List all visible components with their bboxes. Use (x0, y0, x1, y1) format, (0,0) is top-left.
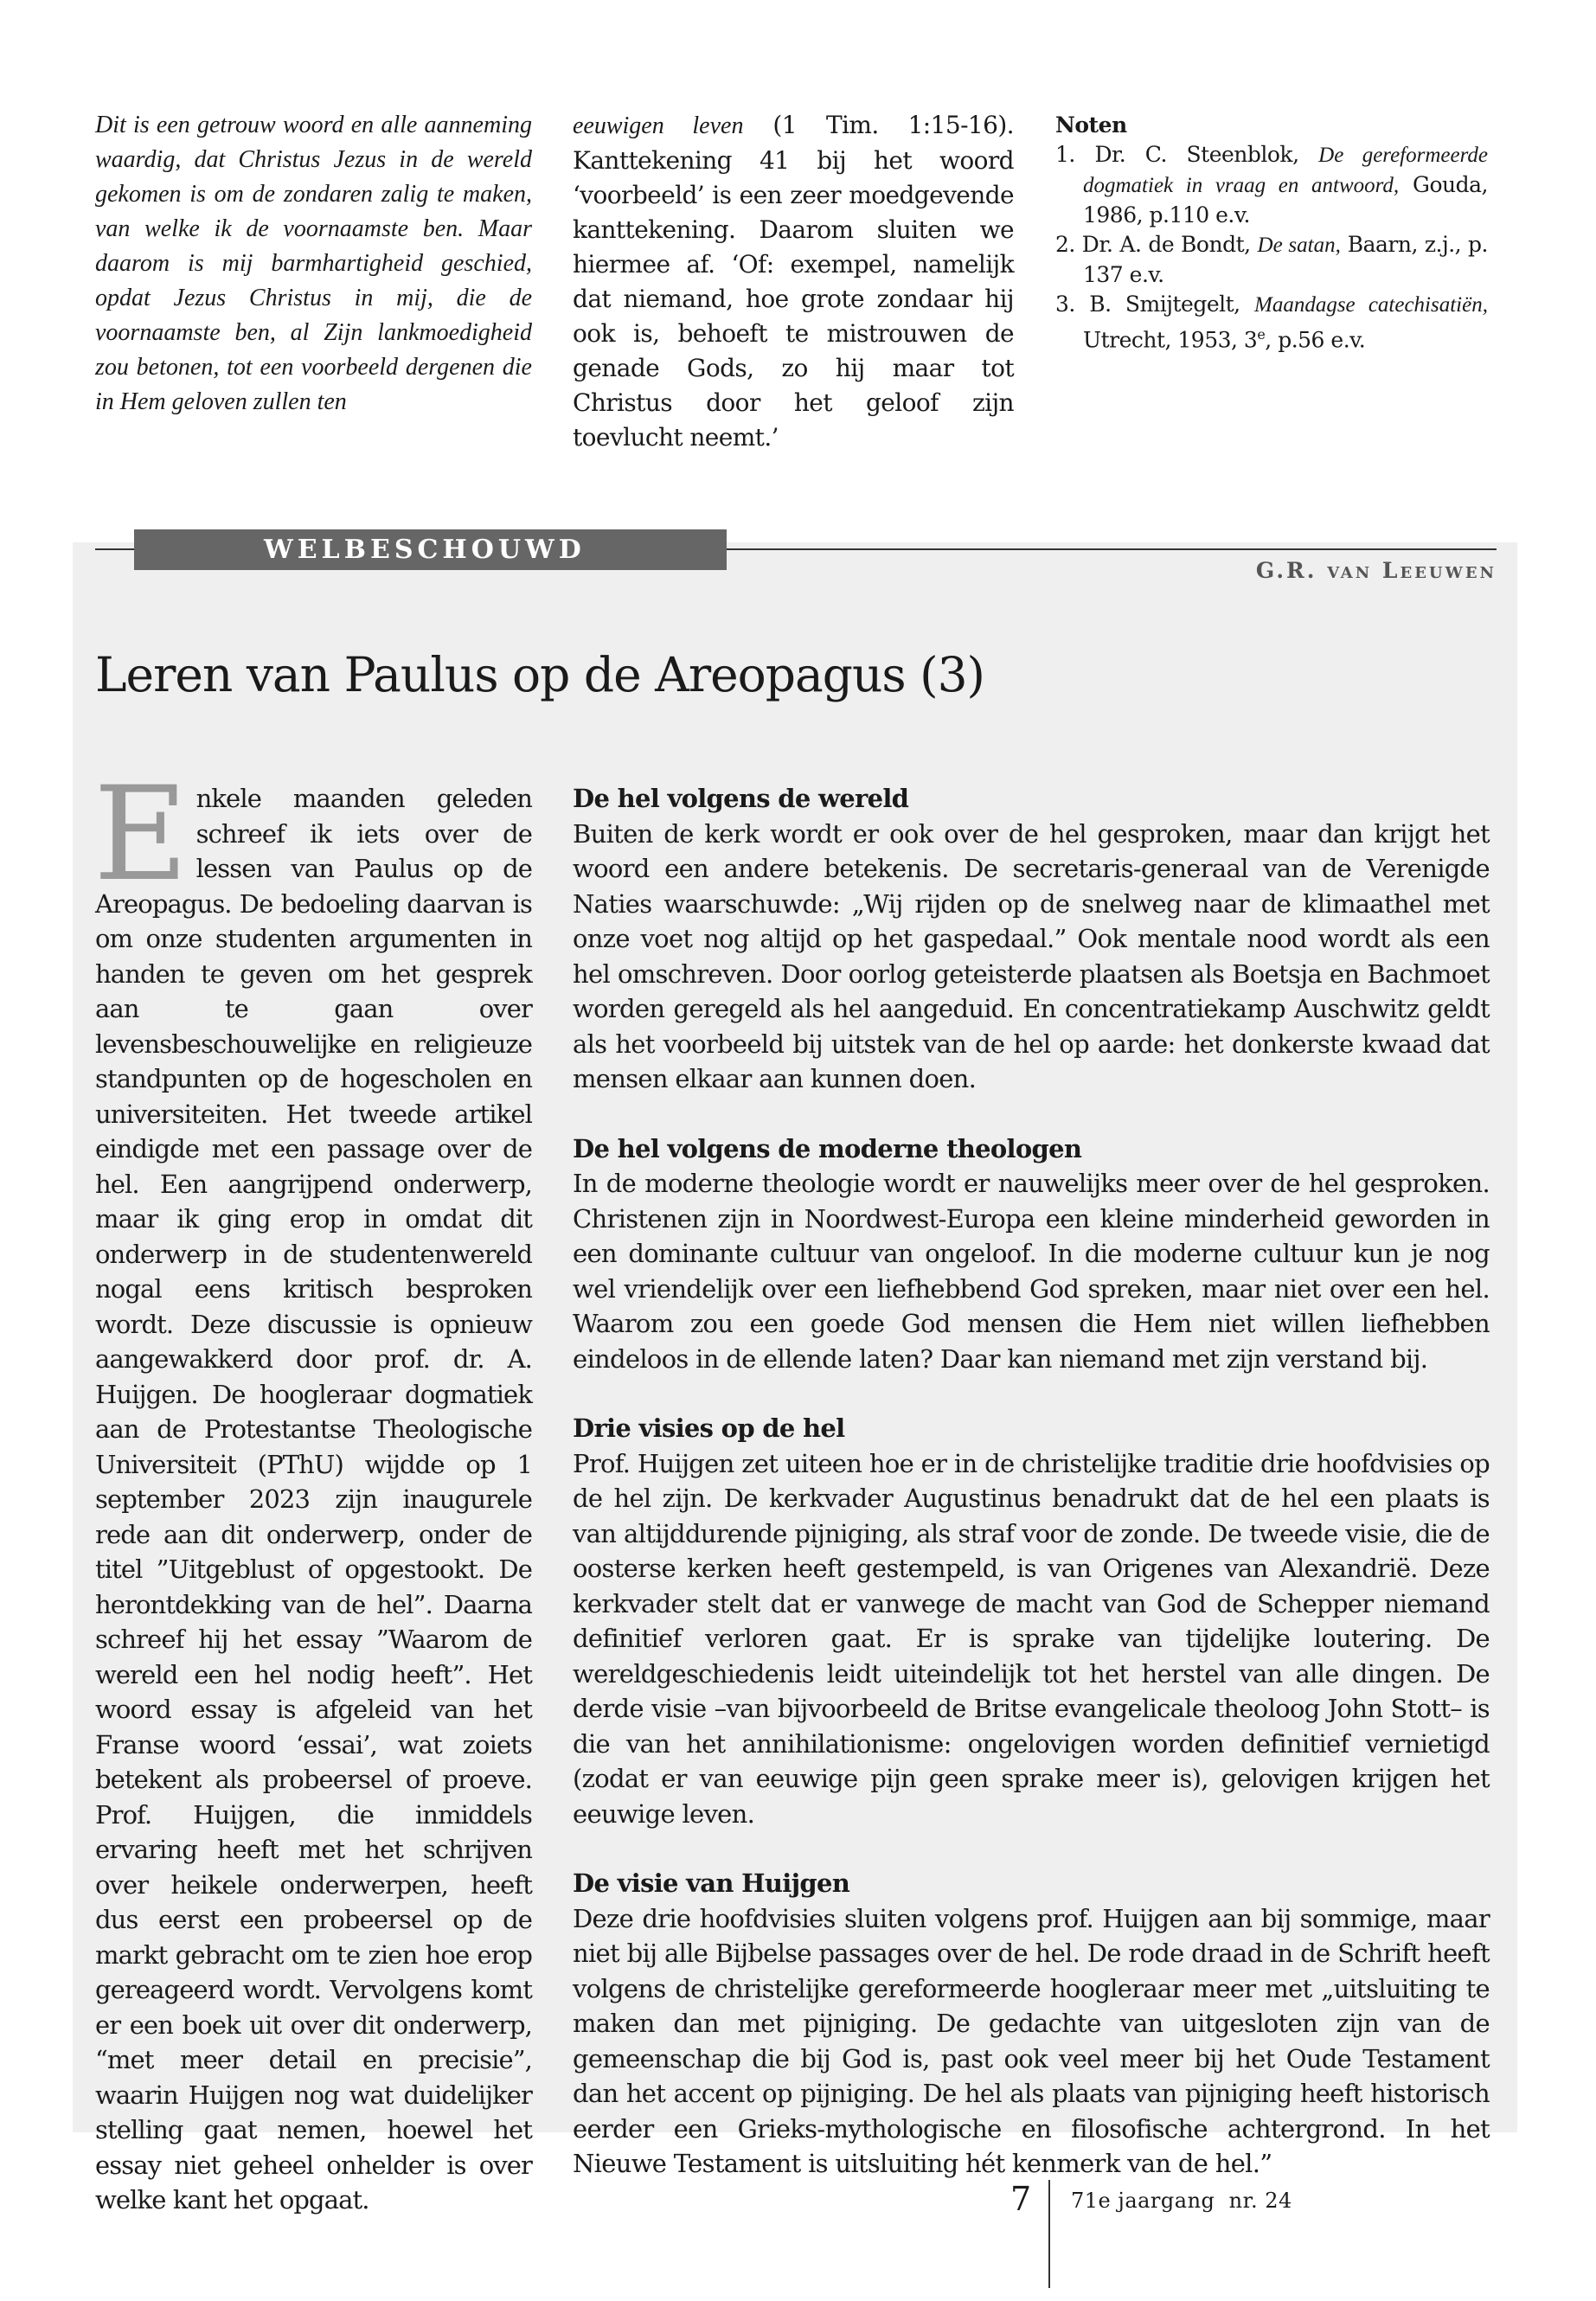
top-quote-text: (1 Tim. 1:15-16). Kanttekening 41 bij het woord ‘voorbeeld’ is een zeer moedgevende kanttekening. Daarom sluiten we hiermee af. ‘Of: exempel, namelijk dat niemand, hoe grote zondaar hij ook is, behoeft te mistrouwen de genade Gods, zo hij maar tot Christus door het geloof zijn toevlucht neemt.’ (573, 111, 1014, 452)
section-text: Prof. Huijgen zet uiteen hoe er in de christelijke traditie drie hoofdvisies op de hel zijn. De kerkvader Augustinus benadrukt dat de hel een plaats is van altijddurende pijniging, als straf voor de zonde. De tweede visie, die de oosterse kerken heeft gestempeld, is van Origenes van Alexandrië. Deze kerkvader stelt dat er vanwege de macht van God de Schepper niemand definitief verloren gaat. Er is sprake van tijdelijke loutering. De wereldgeschiedenis leidt uiteindelijk tot het herstel van alle dingen. De derde visie –van bijvoorbeeld de Britse evangelicale theoloog John Stott– is die van het annihilationisme: ongelovigen worden definitief vernietigd (zodat er van eeuwige pijn geen sprake meer is), gelovigen krijgen het eeuwige leven. (573, 1448, 1490, 1829)
page-number: 7 (1010, 2180, 1032, 2218)
section-huijgen-vision (573, 1866, 1490, 2182)
section-heading: De hel volgens de wereld (573, 784, 909, 813)
intro-text: nkele maanden geleden schreef ik iets over de lessen van Paulus op de Areopagus. De bedoeling daarvan is om onze studenten argumenten in handen te geven om het gesprek aan te gaan over levensbeschouwelijke en religieuze standpunten op de hogescholen en universiteiten. Het tweede artikel eindigde met een passage over de hel. Een aangrijpend onderwerp, maar ik ging erop in omdat dit onderwerp in de studentenwereld nogal eens kritisch besproken wordt. Deze discussie is opnieuw aangewakkerd door prof. dr. A. Huijgen. De hoogleraar dogmatiek aan de Protestantse Theologische Universiteit (PThU) wijdde op 1 september 2023 zijn inaugurele rede aan dit onderwerp, onder de titel ”Uitgeblust of opgestookt. De herontdekking van de hel”. Daarna schreef hij het essay ”Waarom de wereld een hel nodig heeft”. Het woord essay is afgeleid van het Franse woord ‘essai’, wat zoiets betekent als probeersel of proeve. Prof. Huijgen, die inmiddels ervaring heeft met het schrijven over heikele onderwerpen, heeft dus eerst een probeersel op de markt gebracht om te zien hoe erop gereageerd wordt. Vervolgens komt er een boek uit over dit onderwerp, “met meer detail en precisie”, waarin Huijgen nog wat duidelijker stelling gaat nemen, hoewel het essay niet geheel onhelder is over welke kant het opgaat. (95, 784, 532, 2214)
section-modern-theologians (573, 1131, 1490, 1377)
note-3 (1055, 290, 1488, 355)
note-2 (1055, 230, 1488, 290)
note-3-sup: e (1257, 326, 1266, 343)
notes-title: Noten (1055, 112, 1127, 138)
top-quote: Dit is een getrouw woord en alle aanneming waardig, dat Christus Jezus in de wereld gekomen is om de zondaren zalig te maken, van welke ik de voornaamste ben. Maar daarom is mij barmhartigheid geschied, opdat Jezus Christus in mij, die de voornaamste ben, al Zijn lankmoedigheid zou betonen, tot een voorbeeld dergenen die in Hem geloven zullen ten (95, 112, 532, 415)
note-3-pre: 3. B. Smijtegelt, (1055, 292, 1254, 317)
article-title: Leren van Paulus op de Areopagus (3) (95, 647, 985, 702)
note-2-pre: 2. Dr. A. de Bondt, (1055, 232, 1258, 257)
note-2-title: De satan, (1257, 234, 1341, 257)
section-heading: Drie visies op de hel (573, 1413, 845, 1443)
note-2-post: Baarn, z.j., p. 137 e.v. (1083, 232, 1489, 287)
section-world (573, 781, 1490, 1097)
header-rule-right (727, 548, 1497, 550)
article-intro (93, 760, 532, 2218)
notes (1055, 111, 1488, 355)
note-1-post: Gouda, 1986, p.110 e.v. (1083, 172, 1488, 228)
drop-cap: E (93, 760, 188, 910)
top-quote-italic: eeuwigen leven (573, 112, 744, 139)
top-quote-continuation (573, 108, 1014, 455)
note-3-post2: , p.56 e.v. (1265, 327, 1366, 353)
section-text: Deze drie hoofdvisies sluiten volgens prof. Huijgen aan bij sommige, maar niet bij alle Bijbelse passages over de hel. De rode draad in de Schrift heeft volgens de christelijke gereformeerde hoogleraar meer met „uitsluiting te maken dan met pijniging. De gedachte van uitgesloten zijn van de gemeenschap die bij God is, past ook veel meer bij het Oude Testament dan het accent op pijniging. De hel als plaats van pijniging heeft historisch eerder een Grieks-mythologische en filosofische achtergrond. In het Nieuwe Testament is uitsluiting hét kenmerk van de hel.” (573, 1903, 1490, 2178)
section-text: Buiten de kerk wordt er ook over de hel gesproken, maar dan krijgt het woord een andere betekenis. De secretaris-generaal van de Verenigde Naties waarschuwde: „Wij rijden op de snelweg naar de klimaathel met onze voet nog altijd op het gaspedaal.” Ook mentale nood wordt als een hel omschreven. Door oorlog geteisterde plaatsen als Boetsja en Bachmoet worden geregeld als hel aangeduid. En concentratiekamp Auschwitz geldt als het voorbeeld bij uitstek van de hel op aarde: het donkerste kwaad dat mensen elkaar aan kunnen doen. (573, 818, 1490, 1093)
note-1-title: De gereformeerde dogmatiek in vraag en antwoord, (1083, 144, 1489, 197)
footer-divider (1048, 2180, 1050, 2288)
section-label: WELBESCHOUWD (134, 529, 727, 570)
article-sections (573, 781, 1490, 2216)
section-heading: De visie van Huijgen (573, 1868, 850, 1898)
author: G.R. van Leeuwen (1255, 558, 1497, 583)
note-1-pre: 1. Dr. C. Steenblok, (1055, 142, 1319, 167)
note-3-title: Maandagse catechisatiën, (1254, 293, 1488, 317)
note-3-post: Utrecht, 1953, 3 (1083, 327, 1258, 353)
section-three-visions (573, 1411, 1490, 1831)
header-rule-left (95, 548, 134, 550)
section-text: In de moderne theologie wordt er nauwelijks meer over de hel gesproken. Christenen zijn in Noordwest-Europa een kleine minderheid geworden in een dominante cultuur van ongeloof. In die moderne cultuur kun je nog wel vriendelijk over een liefhebbend God spreken, maar niet over een hel. Waarom zou een goede God mensen die Hem niet willen liefhebben eindeloos in de ellende laten? Daar kan niemand met zijn verstand bij. (573, 1169, 1490, 1374)
note-1 (1055, 140, 1488, 230)
issue-info: 71e jaargang nr. 24 (1071, 2189, 1292, 2213)
section-heading: De hel volgens de moderne theologen (573, 1133, 1082, 1163)
